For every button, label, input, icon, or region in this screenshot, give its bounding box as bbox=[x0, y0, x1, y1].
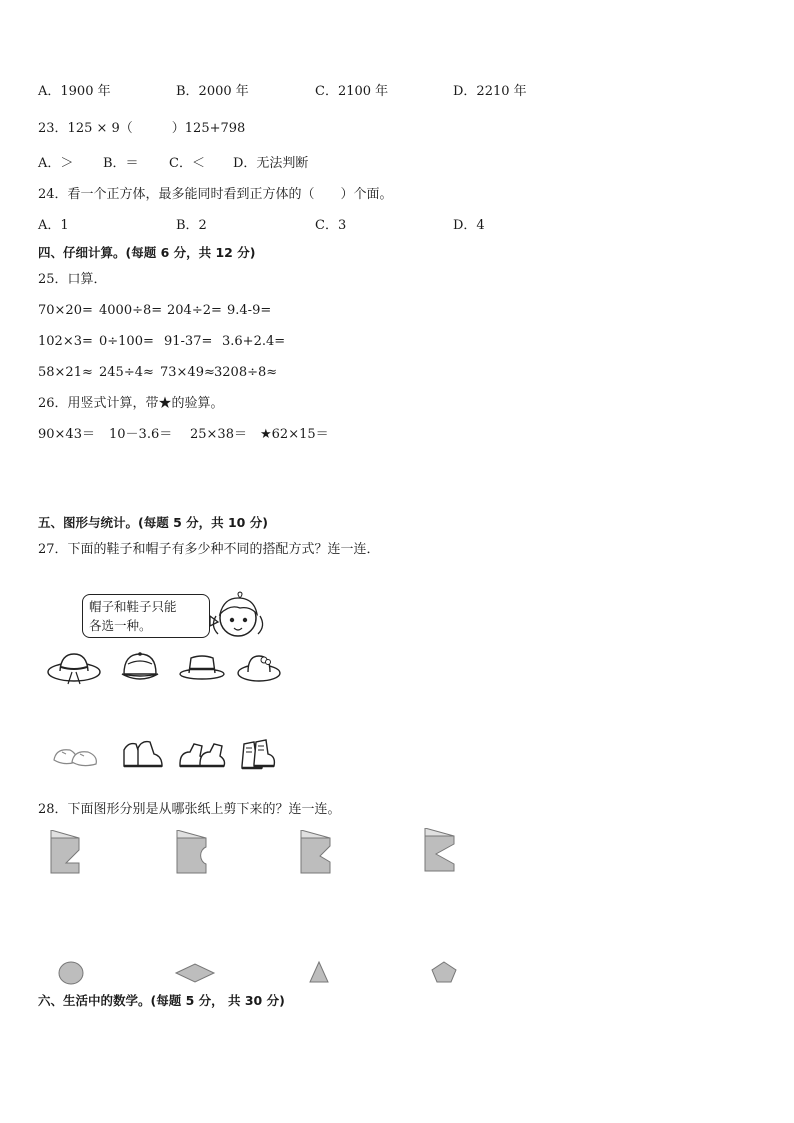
folded-paper-zigzag-cut-icon bbox=[48, 830, 82, 876]
q27-stem: 27．下面的鞋子和帽子有多少种不同的搭配方式？连一连． bbox=[38, 542, 380, 557]
rhombus-shape-icon bbox=[174, 962, 216, 984]
q25-item: 102×3= bbox=[38, 334, 93, 349]
q23-option-b[interactable]: B．＝ bbox=[103, 156, 139, 171]
q25-item: 3208÷8≈ bbox=[214, 365, 278, 380]
section4-heading: 四、仔细计算。(每题 6 分，共 12 分) bbox=[38, 245, 256, 260]
section6-heading: 六、生活中的数学。(每题 5 分， 共 30 分) bbox=[38, 993, 285, 1008]
q24-option-d[interactable]: D．4 bbox=[453, 218, 485, 233]
flower-hat-icon bbox=[236, 650, 282, 686]
q25-item: 204÷2= bbox=[167, 303, 222, 318]
q24-option-a[interactable]: A．1 bbox=[38, 218, 69, 233]
q25-item: 4000÷8= bbox=[99, 303, 163, 318]
boots-icon bbox=[176, 738, 228, 772]
q23-option-d[interactable]: D．无法判断 bbox=[233, 156, 309, 171]
q26-item: ★62×15＝ bbox=[260, 427, 329, 442]
q26-item: 90×43＝ bbox=[38, 427, 95, 442]
wide-brim-hat-icon bbox=[46, 650, 102, 688]
q25-item: 0÷100= bbox=[99, 334, 154, 349]
q25-item: 245÷4≈ bbox=[99, 365, 154, 380]
q25-item: 3.6+2.4= bbox=[222, 334, 286, 349]
pentagon-shape-icon bbox=[430, 960, 458, 984]
q25-item: 73×49≈ bbox=[160, 365, 215, 380]
fedora-hat-icon bbox=[178, 652, 226, 684]
speech-bubble bbox=[82, 594, 210, 638]
q22-option-d[interactable]: D．2210 年 bbox=[453, 84, 527, 99]
q25-item: 70×20= bbox=[38, 303, 93, 318]
baseball-cap-icon bbox=[118, 650, 162, 686]
q25-stem: 25．口算． bbox=[38, 272, 107, 287]
q26-item: 25×38＝ bbox=[190, 427, 247, 442]
triangle-shape-icon bbox=[308, 960, 330, 984]
speech-bubble-line: 各选一种。 bbox=[89, 618, 152, 633]
circle-shape-icon bbox=[57, 960, 85, 986]
section5-heading: 五、图形与统计。(每题 5 分，共 10 分) bbox=[38, 515, 268, 530]
q25-item: 58×21≈ bbox=[38, 365, 93, 380]
q28-stem: 28．下面图形分别是从哪张纸上剪下来的？连一连。 bbox=[38, 802, 341, 817]
q24-option-c[interactable]: C．3 bbox=[315, 218, 347, 233]
q24-option-b[interactable]: B．2 bbox=[176, 218, 207, 233]
q23-option-a[interactable]: A．＞ bbox=[38, 156, 74, 171]
flat-shoes-icon bbox=[50, 740, 102, 770]
q26-stem: 26．用竖式计算，带★的验算。 bbox=[38, 396, 224, 411]
folded-paper-notch-cut-icon bbox=[298, 830, 334, 876]
q23-option-c[interactable]: C．＜ bbox=[169, 156, 205, 171]
girl-illustration bbox=[200, 590, 270, 646]
q25-item: 91-37= bbox=[164, 334, 213, 349]
sneakers-icon bbox=[118, 736, 166, 772]
q22-option-a[interactable]: A．1900 年 bbox=[38, 84, 111, 99]
high-top-shoes-icon bbox=[236, 734, 280, 774]
q24-stem: 24．看一个正方体，最多能同时看到正方体的（ ）个面。 bbox=[38, 187, 393, 202]
speech-bubble-line: 帽子和鞋子只能 bbox=[89, 599, 177, 614]
q23-stem: 23．125 × 9（ ）125+798 bbox=[38, 121, 246, 136]
q25-item: 9.4-9= bbox=[227, 303, 272, 318]
folded-paper-triangle-cut-icon bbox=[422, 828, 458, 874]
folded-paper-semicircle-cut-icon bbox=[174, 830, 210, 876]
q22-option-b[interactable]: B．2000 年 bbox=[176, 84, 249, 99]
q22-option-c[interactable]: C．2100 年 bbox=[315, 84, 389, 99]
q26-item: 10－3.6＝ bbox=[109, 427, 173, 442]
